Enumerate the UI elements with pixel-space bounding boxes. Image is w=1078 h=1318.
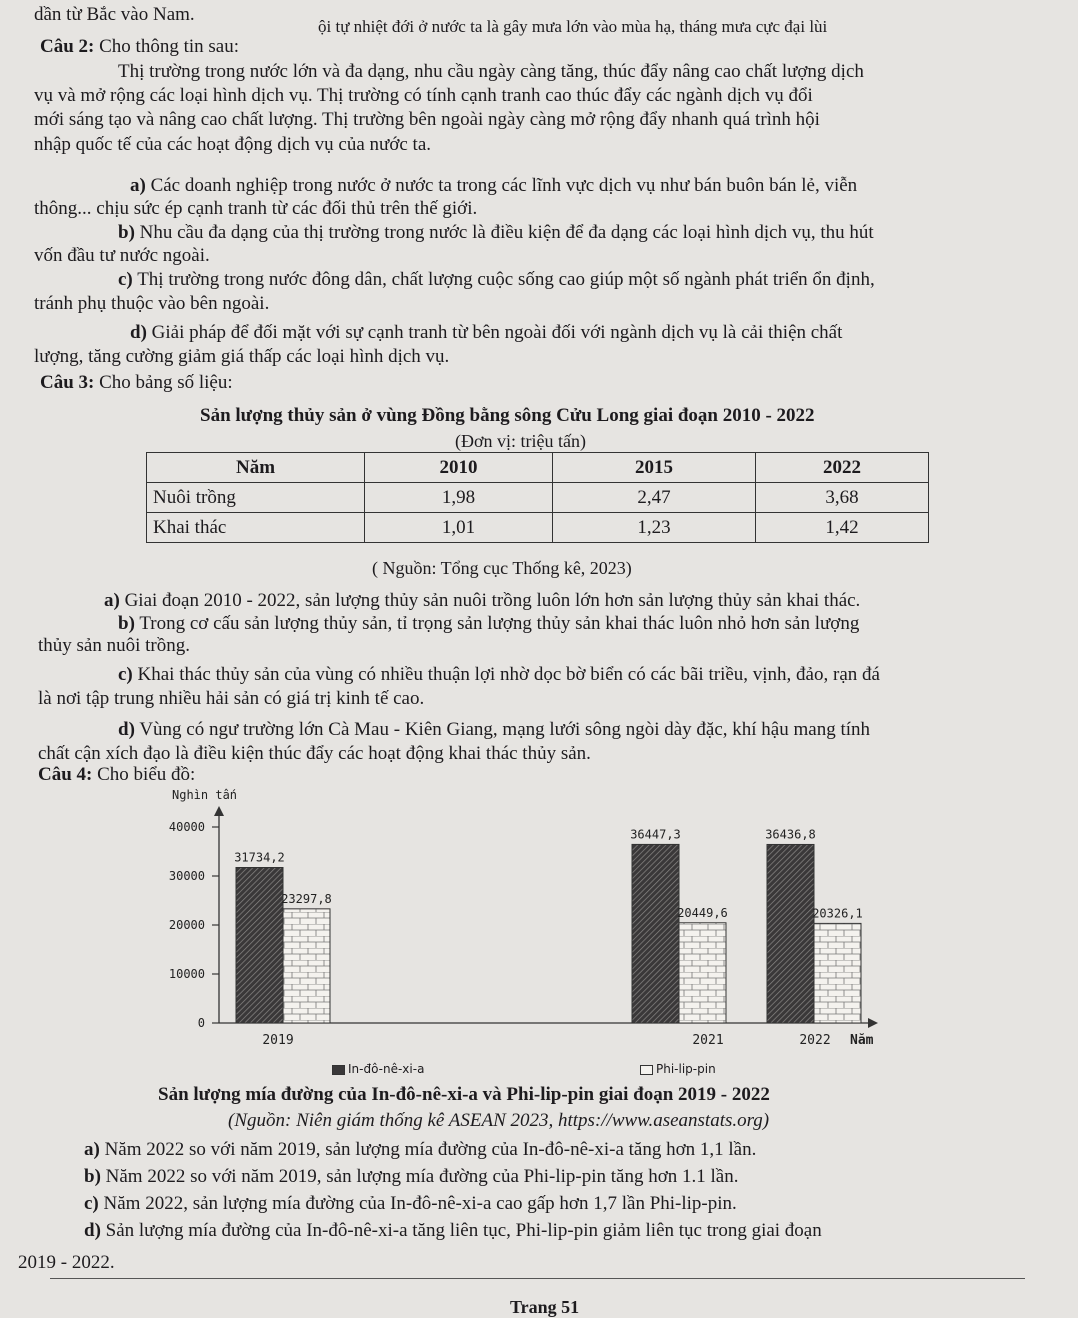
y-tick-label: 40000 xyxy=(168,820,205,834)
q3-option-b-cont: thủy sản nuôi trồng. xyxy=(38,635,190,656)
data-label: 20449,6 xyxy=(677,905,728,920)
q2-paragraph-line: vụ và mở rộng các loại hình dịch vụ. Thị trường có tính cạnh tranh cao thúc đẩy các ngành dịch vụ đổi xyxy=(34,85,813,106)
q4-option-d: d) Sản lượng mía đường của In-đô-nê-xi-a tăng liên tục, Phi-lip-pin giảm liên tục trong giai đoạn xyxy=(84,1220,822,1241)
chart-source: (Nguồn: Niên giám thống kê ASEAN 2023, https://www.aseanstats.org) xyxy=(228,1110,770,1131)
y-tick-label: 20000 xyxy=(168,918,205,932)
q4-option-c: c) Năm 2022, sản lượng mía đường của In-đô-nê-xi-a cao gấp hơn 1,7 lần Phi-lip-pin. xyxy=(84,1193,737,1214)
bar-indonesia xyxy=(632,844,679,1023)
table-cell: Khai thác xyxy=(147,513,365,543)
q2-option-d-cont: lượng, tăng cường giảm giá thấp các loại hình dịch vụ. xyxy=(34,346,450,367)
q2-paragraph-line: Thị trường trong nước lớn và đa dạng, nhu cầu ngày càng tăng, thúc đẩy nâng cao chất lượng dịch xyxy=(118,61,864,82)
table-cell: 1,42 xyxy=(756,513,929,543)
table-cell: 1,98 xyxy=(365,483,553,513)
q3-option-c: c) Khai thác thủy sản của vùng có nhiều thuận lợi nhờ dọc bờ biển có các bãi triều, vịnh, đảo, rạn đá xyxy=(118,664,880,685)
bar-philippines xyxy=(679,923,726,1023)
y-tick-label: 10000 xyxy=(168,967,205,981)
data-label: 20326,1 xyxy=(812,906,863,921)
legend-item-indo: In-đô-nê-xi-a xyxy=(332,1058,424,1080)
q3-option-d-cont: chất cận xích đạo là điều kiện thúc đẩy các hoạt động khai thác thủy sản. xyxy=(38,743,591,764)
q2-option-b-cont: vốn đầu tư nước ngoài. xyxy=(34,245,210,266)
x-axis-arrow xyxy=(868,1018,878,1028)
data-label: 36447,3 xyxy=(630,827,681,842)
q2-paragraph-line: mới sáng tạo và nâng cao chất lượng. Thị trường bên ngoài ngày càng mở rộng đẩy nhanh quá trình hội xyxy=(34,109,820,130)
table-cell: 1,01 xyxy=(365,513,553,543)
table-header-cell: Năm xyxy=(147,453,365,483)
table-unit: (Đơn vị: triệu tấn) xyxy=(455,431,586,451)
table-header-cell: 2022 xyxy=(756,453,929,483)
q2-option-c-cont: tránh phụ thuộc vào bên ngoài. xyxy=(34,293,270,314)
y-axis-title: Nghìn tấn xyxy=(172,788,238,802)
intro-line-right: ội tự nhiệt đới ở nước ta là gây mưa lớn vào mùa hạ, tháng mưa cực đại lùi xyxy=(318,17,828,36)
legend-item-phil: Phi-lip-pin xyxy=(640,1058,716,1080)
table-title: Sản lượng thủy sản ở vùng Đồng bằng sông Cửu Long giai đoạn 2010 - 2022 xyxy=(200,405,815,426)
q2-option-d: d) Giải pháp để đối mặt với sự cạnh tranh từ bên ngoài đối với ngành dịch vụ là cải thiện chất xyxy=(130,322,843,343)
data-label: 23297,8 xyxy=(281,891,332,906)
intro-line: dần từ Bắc vào Nam. xyxy=(34,4,195,25)
table-source: ( Nguồn: Tổng cục Thống kê, 2023) xyxy=(372,558,632,578)
q2-option-b: b) Nhu cầu đa dạng của thị trường trong nước là điều kiện để đa dạng các loại hình dịch vụ, thu hút xyxy=(118,222,874,243)
q2-option-c: c) Thị trường trong nước đông dân, chất lượng cuộc sống cao giúp một số ngành phát triển ổn định, xyxy=(118,269,875,290)
y-axis xyxy=(169,820,219,1030)
question-4-heading: Câu 4: Cho biểu đồ: xyxy=(38,764,196,785)
bar-indonesia xyxy=(767,844,814,1023)
table-cell: Nuôi trồng xyxy=(147,483,365,513)
q4-option-a: a) Năm 2022 so với năm 2019, sản lượng mía đường của In-đô-nê-xi-a tăng hơn 1,1 lần. xyxy=(84,1139,757,1160)
q3-option-d: d) Vùng có ngư trường lớn Cà Mau - Kiên Giang, mạng lưới sông ngòi dày đặc, khí hậu mang tính xyxy=(118,719,871,740)
page-number: Trang 51 xyxy=(510,1297,580,1317)
table-cell: 2,47 xyxy=(553,483,756,513)
q2-paragraph-line: nhập quốc tế của các hoạt động dịch vụ của nước ta. xyxy=(34,134,432,155)
table-header-cell: 2015 xyxy=(553,453,756,483)
table-cell: 3,68 xyxy=(756,483,929,513)
table-header-cell: 2010 xyxy=(365,453,553,483)
x-tick-label: 2022 xyxy=(799,1033,831,1048)
q3-option-b: b) Trong cơ cấu sản lượng thủy sản, tỉ trọng sản lượng thủy sản khai thác luôn nhỏ hơn sản lượng xyxy=(118,613,860,634)
y-tick-label: 30000 xyxy=(168,869,205,883)
data-label: 31734,2 xyxy=(234,850,285,865)
q3-option-a: a) Giai đoạn 2010 - 2022, sản lượng thủy sản nuôi trồng luôn lớn hơn sản lượng thủy sản khai thác. xyxy=(104,590,861,611)
y-axis-arrow xyxy=(214,806,224,816)
x-axis-title: Năm xyxy=(850,1033,874,1048)
legend-swatch-indo xyxy=(332,1065,345,1075)
bar-indonesia xyxy=(236,868,283,1023)
legend-swatch-phil xyxy=(640,1065,653,1075)
y-tick-label: 0 xyxy=(197,1016,205,1030)
q4-option-b: b) Năm 2022 so với năm 2019, sản lượng mía đường của Phi-lip-pin tăng hơn 1.1 lần. xyxy=(84,1166,739,1187)
bar-philippines xyxy=(283,909,330,1023)
x-tick-label: 2019 xyxy=(262,1033,294,1048)
x-tick-label: 2021 xyxy=(692,1033,724,1048)
q2-option-a: a) Các doanh nghiệp trong nước ở nước ta trong các lĩnh vực dịch vụ như bán buôn bán lẻ, viễn xyxy=(130,175,858,196)
question-2-heading: Câu 2: Cho thông tin sau: xyxy=(40,36,239,57)
bar-philippines xyxy=(814,923,861,1023)
q2-option-a-cont: thông... chịu sức ép cạnh tranh từ các đối thủ trên thế giới. xyxy=(34,198,478,219)
chart-title: Sản lượng mía đường của In-đô-nê-xi-a và Phi-lip-pin giai đoạn 2019 - 2022 xyxy=(158,1084,770,1105)
data-label: 36436,8 xyxy=(765,827,816,842)
q4-option-d-cont: 2019 - 2022. xyxy=(18,1252,115,1273)
question-3-heading: Câu 3: Cho bảng số liệu: xyxy=(40,372,233,393)
footer-divider xyxy=(50,1278,1025,1279)
q3-option-c-cont: là nơi tập trung nhiều hải sản có giá trị kinh tế cao. xyxy=(38,688,425,709)
table-cell: 1,23 xyxy=(553,513,756,543)
